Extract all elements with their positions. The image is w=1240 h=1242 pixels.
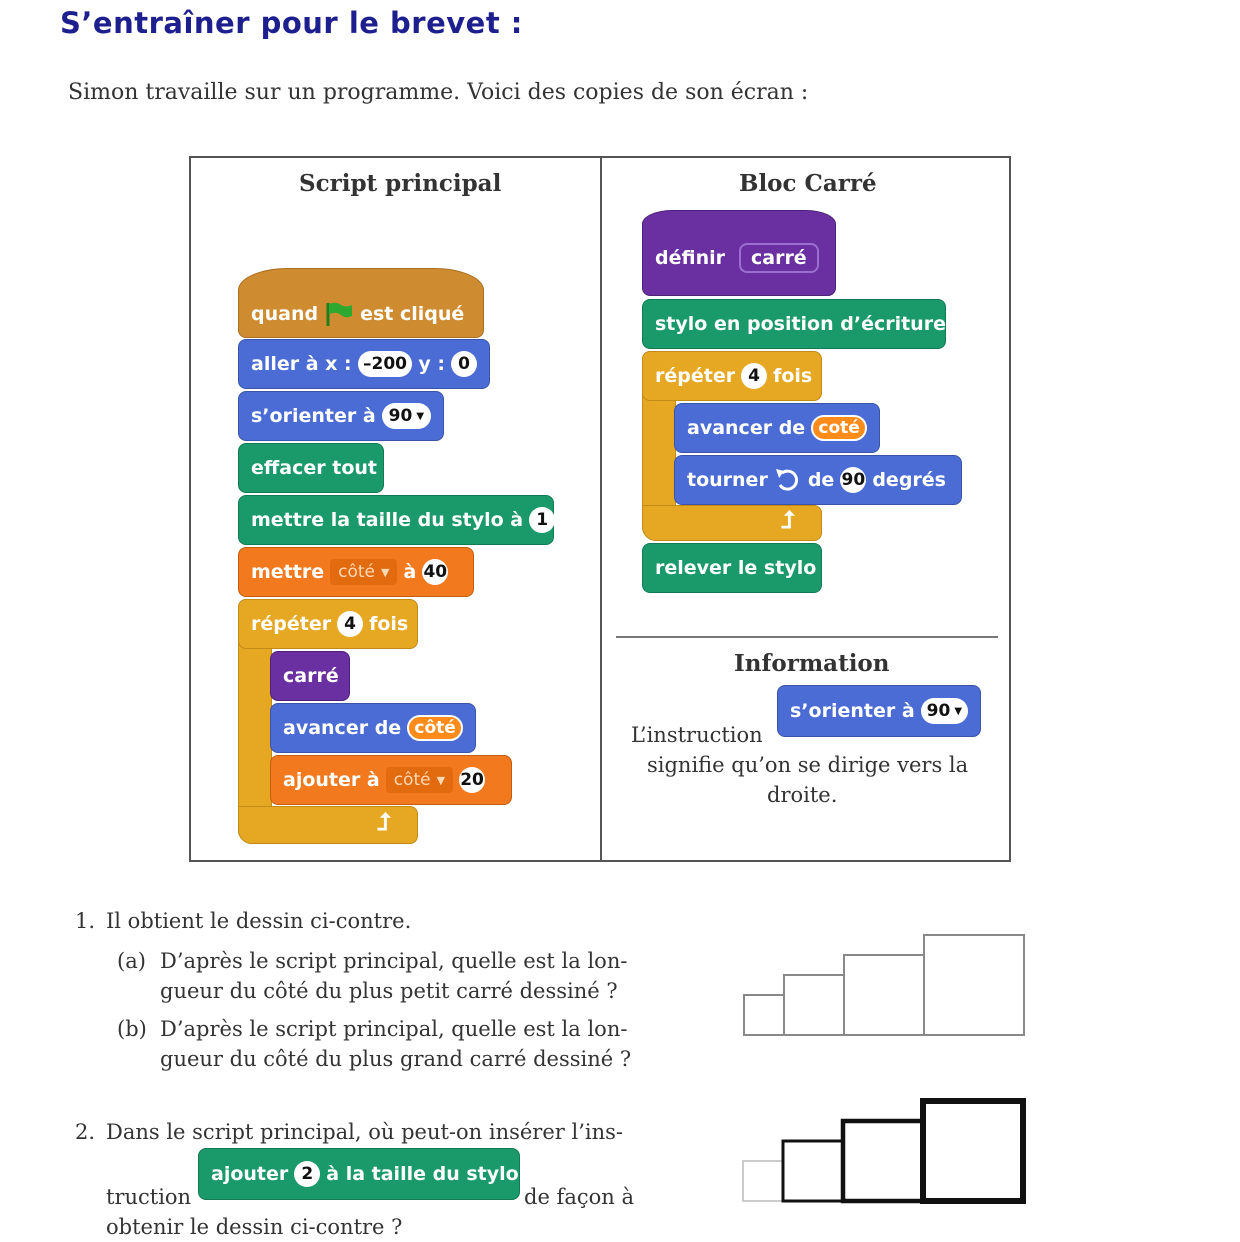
q1-text: Il obtient le dessin ci-contre. <box>106 909 412 933</box>
q2-line2-right: de façon à <box>524 1185 634 1209</box>
q1b-line2: gueur du côté du plus grand carré dessiné ? <box>160 1047 632 1071</box>
bloc-move-block: avancer de coté <box>674 403 880 453</box>
q2-line3: obtenir le dessin ci-contre ? <box>106 1215 403 1239</box>
info-after-1: signifie qu’on se dirige vers la <box>647 753 969 777</box>
bloc-repeat-block: répéter 4 fois <box>642 351 822 401</box>
pen-up-block: relever le stylo <box>642 543 822 593</box>
pen-size-value: 1 <box>529 507 555 533</box>
define-name: carré <box>739 243 819 273</box>
square-thick-3 <box>843 1121 923 1201</box>
define-block: définir carré <box>642 210 836 296</box>
scratch-figure <box>189 156 1011 862</box>
panel-divider <box>600 158 602 860</box>
change-variable-dropdown: côté ▼ <box>386 767 453 793</box>
change-variable-block: ajouter à côté ▼ 20 <box>270 755 512 805</box>
page-title: S’entraîner pour le brevet : <box>60 6 523 40</box>
bloc-repeat-count: 4 <box>741 363 767 389</box>
square-1 <box>744 995 784 1035</box>
green-flag-icon <box>324 301 354 327</box>
square-thick-4 <box>923 1101 1023 1201</box>
bloc-loop-arrow-icon: ⮥ <box>781 506 796 534</box>
goto-block: aller à x : –200 y : 0 <box>238 339 490 389</box>
q1-number: 1. <box>75 909 96 933</box>
variable-dropdown: côté ▼ <box>330 559 397 585</box>
loop-arrow-icon: ⮥ <box>377 808 392 836</box>
q1b-label: (b) <box>117 1017 147 1041</box>
direction-value: 90 ▼ <box>382 403 431 429</box>
repeat-count: 4 <box>337 611 363 637</box>
square-2 <box>784 975 844 1035</box>
q1a-line1: D’après le script principal, quelle est la lon- <box>160 949 628 973</box>
when-flag-block: quand est cliqué <box>238 268 484 338</box>
script-panel-title: Script principal <box>299 170 502 197</box>
add-pen-size-block: ajouter 2 à la taille du stylo <box>198 1148 520 1200</box>
set-value: 40 <box>422 559 448 585</box>
square-thick-2 <box>783 1141 843 1201</box>
bloc-move-variable: coté <box>811 415 867 441</box>
square-4 <box>924 935 1024 1035</box>
info-before: L’instruction <box>631 723 763 747</box>
q1b-line1: D’après le script principal, quelle est la lon- <box>160 1017 628 1041</box>
y-value: 0 <box>451 351 477 377</box>
move-block: avancer de côté <box>270 703 476 753</box>
q2-line1: Dans le script principal, où peut-on insérer l’ins- <box>106 1120 623 1144</box>
turn-block: tourner de 90 degrés <box>674 455 962 505</box>
call-carre-block: carré <box>270 651 350 701</box>
change-value: 20 <box>459 767 485 793</box>
q2-number: 2. <box>75 1120 96 1144</box>
repeat-block: répéter 4 fois <box>238 599 418 649</box>
x-value: –200 <box>358 351 413 377</box>
q1a-line2: gueur du côté du plus petit carré dessiné ? <box>160 979 618 1003</box>
turn-value: 90 <box>840 467 866 493</box>
clear-block: effacer tout <box>238 443 384 493</box>
move-variable: côté <box>407 715 463 741</box>
squares-drawing-thin <box>740 930 1030 1040</box>
info-point-block: s’orienter à 90 ▼ <box>777 685 981 737</box>
point-direction-block: s’orienter à 90 ▼ <box>238 391 444 441</box>
intro-text: Simon travaille sur un programme. Voici des copies de son écran : <box>68 80 809 105</box>
set-variable-block: mettre côté ▼ à 40 <box>238 547 474 597</box>
square-3 <box>844 955 924 1035</box>
pen-down-block: stylo en position d’écriture <box>642 299 946 349</box>
squares-drawing-thick <box>738 1095 1030 1205</box>
q2-line2-left: truction <box>106 1185 192 1209</box>
info-separator <box>616 636 998 638</box>
info-after-2: droite. <box>767 783 838 807</box>
info-direction-value: 90 ▼ <box>921 698 968 724</box>
bloc-panel-title: Bloc Carré <box>739 170 877 197</box>
square-thick-1 <box>743 1161 783 1201</box>
q1a-label: (a) <box>117 949 146 973</box>
information-title: Information <box>734 650 890 677</box>
pen-size-block: mettre la taille du stylo à 1 <box>238 495 554 545</box>
add-pen-size-value: 2 <box>294 1161 320 1187</box>
rotate-left-icon <box>774 467 802 493</box>
